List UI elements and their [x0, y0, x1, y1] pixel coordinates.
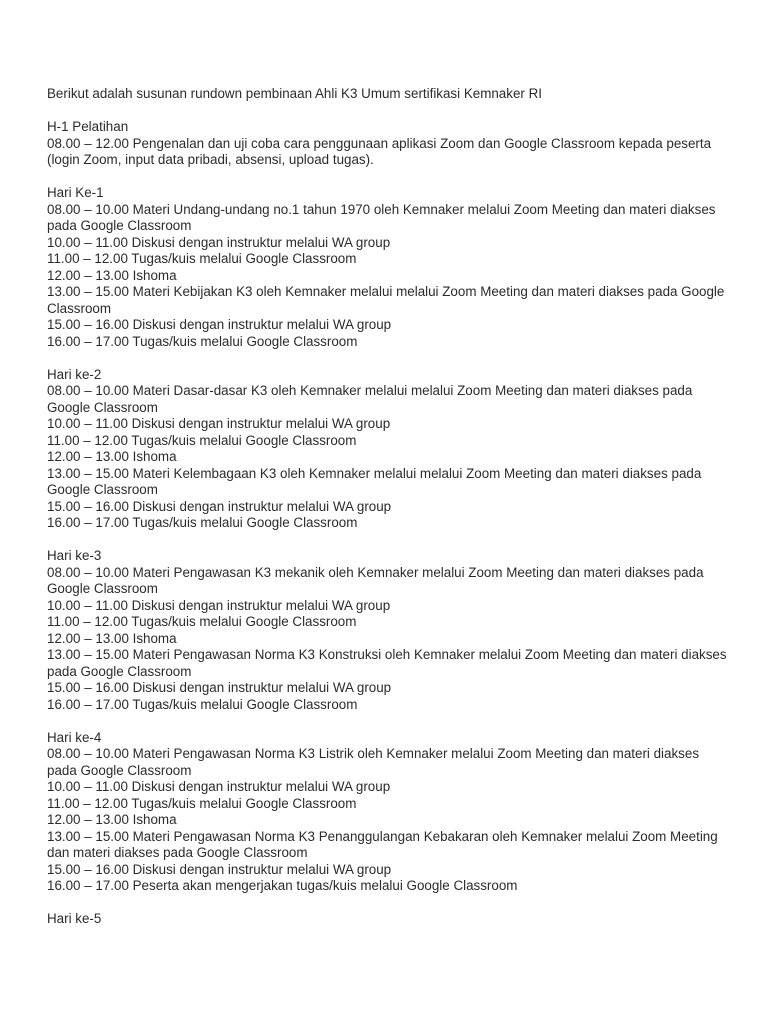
schedule-line: 08.00 – 10.00 Materi Dasar-dasar K3 oleh Kemnaker melalui melalui Zoom Meeting dan materi diakses pada Google Classroom: [47, 383, 693, 415]
section-hari-5: [47, 911, 727, 928]
schedule-line: 16.00 – 17.00 Tugas/kuis melalui Google Classroom: [47, 515, 358, 530]
section-hari-1: [47, 185, 727, 350]
schedule-line: 12.00 – 13.00 Ishoma: [47, 812, 177, 827]
section-title: Hari ke-2: [47, 366, 102, 382]
schedule-line: 10.00 – 11.00 Diskusi dengan instruktur melalui WA group: [47, 416, 391, 431]
schedule-line: 12.00 – 13.00 Ishoma: [47, 630, 177, 646]
schedule-line: 10.00 – 11.00 Diskusi dengan instruktur melalui WA group: [47, 779, 391, 794]
schedule-line: 11.00 – 12.00 Tugas/kuis melalui Google Classroom: [47, 251, 357, 266]
section-h-1: [47, 119, 727, 169]
schedule-line: 08.00 – 10.00 Materi Undang-undang no.1 tahun 1970 oleh Kemnaker melalui Zoom Meeting dan materi diakses pada Google Classroom: [47, 201, 716, 233]
schedule-line: 11.00 – 12.00 Tugas/kuis melalui Google Classroom: [47, 432, 357, 448]
section-hari-4: [47, 730, 727, 895]
schedule-line: 15.00 – 16.00 Diskusi dengan instruktur melalui WA group: [47, 317, 392, 332]
schedule-line: 08.00 – 10.00 Materi Pengawasan Norma K3 Listrik oleh Kemnaker melalui Zoom Meeting dan materi diakses pada Google Classroom: [47, 746, 700, 778]
schedule-line: 13.00 – 15.00 Materi Kebijakan K3 oleh Kemnaker melalui melalui Zoom Meeting dan materi diakses pada Google Classroom: [47, 284, 725, 316]
section-hari-3: [47, 548, 727, 713]
schedule-line: 11.00 – 12.00 Tugas/kuis melalui Google Classroom: [47, 614, 357, 629]
schedule-line: 08.00 – 12.00 Pengenalan dan uji coba cara penggunaan aplikasi Zoom dan Google Classroom kepada peserta (login Zoom, input data pribadi, absensi, upload tugas).: [47, 135, 712, 167]
schedule-line: 15.00 – 16.00 Diskusi dengan instruktur melalui WA group: [47, 861, 392, 877]
schedule-line: 16.00 – 17.00 Tugas/kuis melalui Google Classroom: [47, 696, 358, 712]
schedule-line: 11.00 – 12.00 Tugas/kuis melalui Google Classroom: [47, 795, 357, 811]
intro-text: Berikut adalah susunan rundown pembinaan Ahli K3 Umum sertifikasi Kemnaker RI: [47, 86, 542, 101]
schedule-line: 13.00 – 15.00 Materi Pengawasan Norma K3 Konstruksi oleh Kemnaker melalui Zoom Meeting dan materi diakses pada Google Classroom: [47, 647, 727, 679]
section-title: Hari ke-5: [47, 911, 102, 926]
document-page: [47, 86, 727, 928]
schedule-line: 16.00 – 17.00 Peserta akan mengerjakan tugas/kuis melalui Google Classroom: [47, 878, 518, 893]
schedule-line: 15.00 – 16.00 Diskusi dengan instruktur melalui WA group: [47, 498, 392, 514]
section-title: H-1 Pelatihan: [47, 119, 129, 134]
schedule-line: 16.00 – 17.00 Tugas/kuis melalui Google Classroom: [47, 333, 358, 349]
schedule-line: 10.00 – 11.00 Diskusi dengan instruktur melalui WA group: [47, 234, 391, 250]
schedule-line: 13.00 – 15.00 Materi Pengawasan Norma K3 Penanggulangan Kebakaran oleh Kemnaker melalui Zoom Meeting dan materi diakses pada Google Classroom: [47, 828, 718, 860]
section-hari-2: [47, 367, 727, 532]
schedule-line: 15.00 – 16.00 Diskusi dengan instruktur melalui WA group: [47, 680, 392, 695]
schedule-line: 13.00 – 15.00 Materi Kelembagaan K3 oleh Kemnaker melalui melalui Zoom Meeting dan materi diakses pada Google Classroom: [47, 465, 702, 497]
section-title: Hari ke-4: [47, 729, 102, 745]
section-title: Hari ke-3: [47, 548, 102, 563]
schedule-line: 12.00 – 13.00 Ishoma: [47, 449, 177, 464]
schedule-line: 12.00 – 13.00 Ishoma: [47, 267, 177, 283]
schedule-line: 08.00 – 10.00 Materi Pengawasan K3 mekanik oleh Kemnaker melalui Zoom Meeting dan materi diakses pada Google Classroom: [47, 564, 704, 596]
section-title: Hari Ke-1: [47, 185, 104, 200]
schedule-line: 10.00 – 11.00 Diskusi dengan instruktur melalui WA group: [47, 597, 391, 613]
